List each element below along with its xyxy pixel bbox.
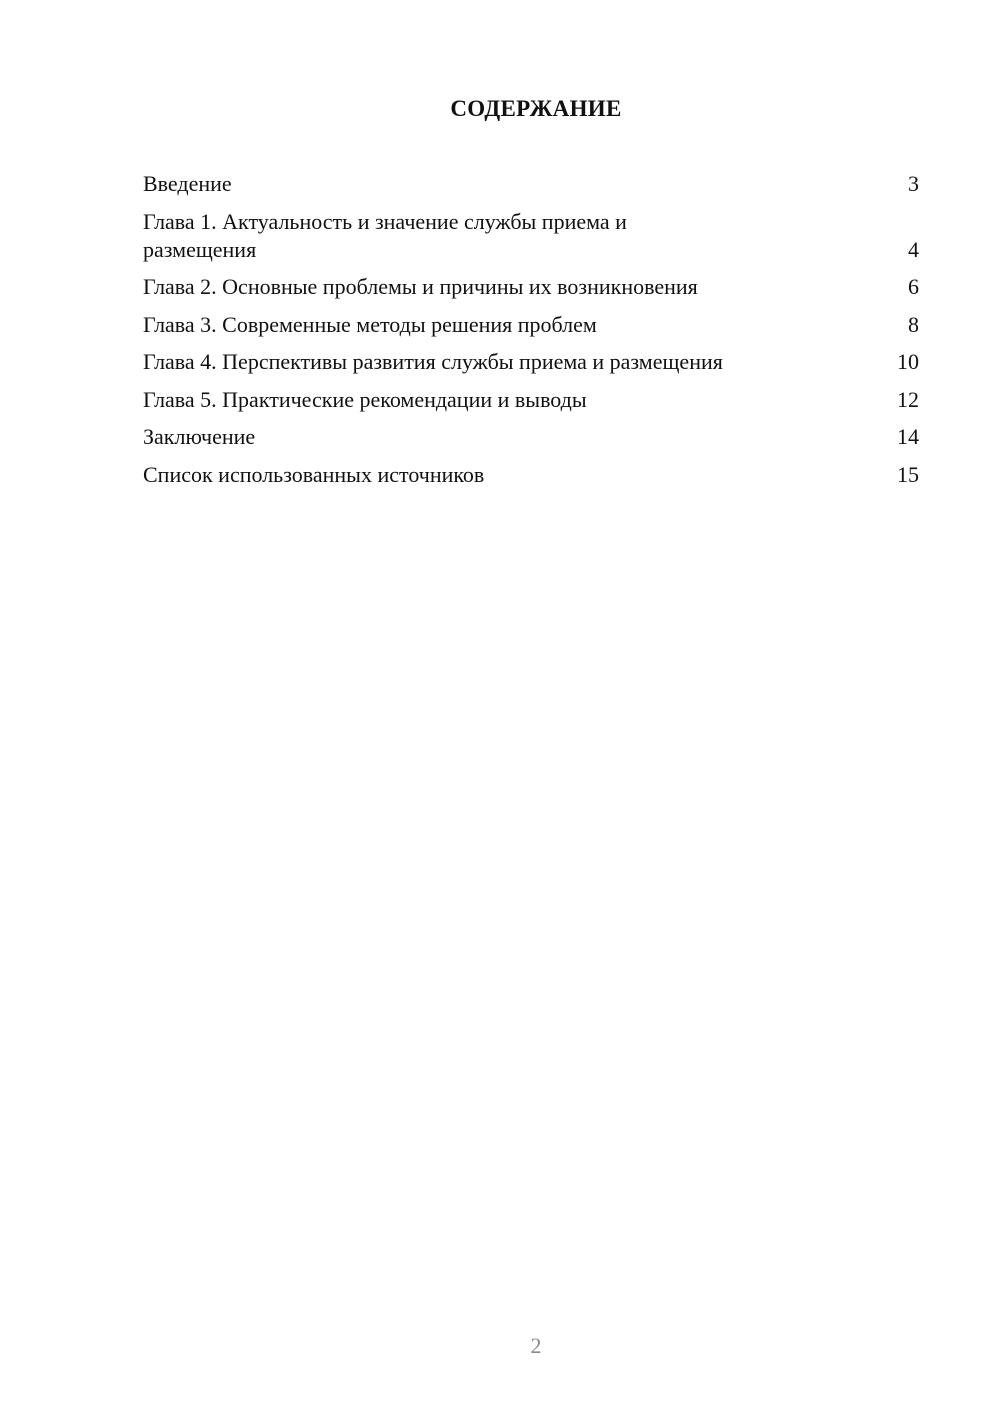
toc-entry-references (143, 461, 919, 489)
toc-entry-page: 6 (908, 274, 919, 299)
toc-entry-label: Глава 3. Современные методы решения проблем (143, 311, 597, 337)
toc-entry-chapter-5 (143, 386, 919, 414)
toc-entry-introduction (143, 170, 919, 198)
toc-entry-label: Заключение (143, 424, 256, 449)
toc-entry-page: 4 (908, 236, 919, 262)
toc-entry-conclusion (143, 423, 919, 451)
toc-entry-page: 8 (908, 311, 919, 337)
toc-entry-page: 10 (897, 349, 919, 374)
toc-entry-label: Введение (143, 171, 232, 196)
toc-entry-page: 12 (897, 386, 919, 412)
toc-entry-label: Глава 2. Основные проблемы и причины их возникновения (143, 274, 698, 299)
page-number: 2 (530, 1333, 542, 1358)
toc-entry-chapter-3 (143, 311, 919, 339)
toc-entry-page: 14 (897, 424, 919, 449)
toc-entry-chapter-1 (143, 208, 919, 264)
table-of-contents (143, 170, 919, 498)
toc-entry-chapter-2 (143, 273, 919, 301)
toc-entry-label: Глава 4. Перспективы развития службы приема и размещения (143, 349, 723, 374)
toc-entry-page: 3 (908, 171, 919, 196)
toc-entry-page: 15 (897, 461, 919, 487)
page-title: СОДЕРЖАНИЕ (450, 96, 622, 121)
toc-entry-chapter-4 (143, 348, 919, 376)
toc-entry-label: Список использованных источников (143, 461, 485, 487)
toc-entry-label: Глава 5. Практические рекомендации и выводы (143, 386, 587, 412)
toc-entry-label: Глава 1. Актуальность и значение службы приема и размещения (143, 208, 627, 262)
